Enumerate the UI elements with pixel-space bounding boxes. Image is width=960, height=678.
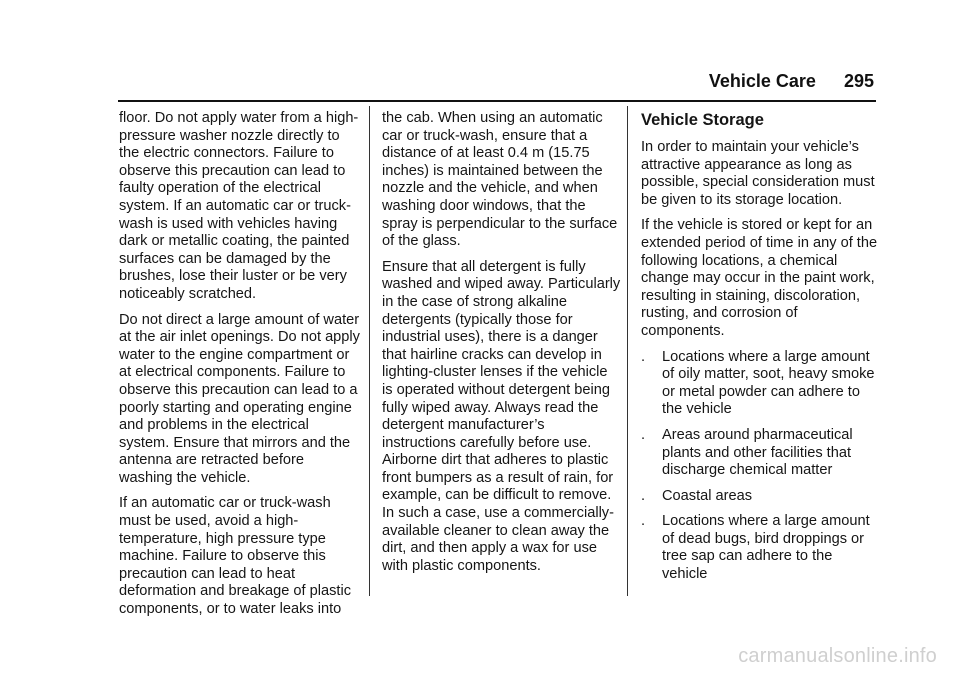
list-item <box>641 513 881 583</box>
bullet-marker: . <box>641 426 646 443</box>
paragraph: Do not direct a large amount of water at the air inlet openings. Do not apply water to the engine compartment or at electrical components. Failure to observe this precaution can lead to a poorly starting and operating engine and problems in the electrical system. Ensure that mirrors and the antenna are retracted before washing the vehicle. <box>119 311 360 486</box>
bullet-marker: . <box>641 487 646 504</box>
paragraph: If the vehicle is stored or kept for an extended period of time in any of the following locations, a chemical change may occur in the paint work, resulting in staining, discoloration, rusting, and corrosion of components. <box>641 217 878 339</box>
column-divider <box>369 106 370 596</box>
page-number: 295 <box>843 71 874 91</box>
text-column-1 <box>119 110 361 627</box>
list-item <box>641 488 881 506</box>
bullet-marker: . <box>641 348 646 365</box>
watermark: carmanualsonline.info <box>738 645 937 667</box>
page-header <box>709 71 874 92</box>
paragraph: In order to maintain your vehicle’s attractive appearance as long as possible, special consideration must be given to its storage location. <box>641 139 875 208</box>
section-title: Vehicle Storage <box>641 111 764 129</box>
paragraph: If an automatic car or truck-wash must be used, avoid a high-temperature, high pressure type machine. Failure to observe this precaution can lead to heat deformation and breakage of plastic components, or to water leaks into <box>119 495 352 618</box>
list-item <box>641 427 881 480</box>
paragraph: Ensure that all detergent is fully washed and wiped away. Particularly in the case of strong alkaline detergents (typically those for industrial uses), there is a danger that hairline cracks can develop in lighting-cluster lenses if the vehicle is operated without detergent being fully wiped away. Always read the detergent manufacturer’s instructions carefully before use. Airborne dirt that adheres to plastic front bumpers as a result of rain, for example, can be difficult to remove. In such a case, use a commercially-available cleaner to clean away the dirt, and then apply a wax for use with plastic components. <box>382 258 621 574</box>
header-rule <box>118 100 876 102</box>
storage-location-list <box>641 349 881 584</box>
list-item-text: Locations where a large amount of oily matter, soot, heavy smoke or metal powder can adhere to the vehicle <box>662 348 875 418</box>
list-item-text: Locations where a large amount of dead bugs, bird droppings or tree sap can adhere to the vehicle <box>662 513 870 583</box>
list-item-text: Areas around pharmaceutical plants and other facilities that discharge chemical matter <box>662 426 853 479</box>
paragraph: the cab. When using an automatic car or truck-wash, ensure that a distance of at least 0.4 m (15.75 inches) is maintained between the nozzle and the vehicle, and when washing door windows, that the spray is perpendicular to the surface of the glass. <box>382 110 618 250</box>
section-header-title: Vehicle Care <box>708 71 816 91</box>
text-column-3 <box>641 110 881 592</box>
column-divider <box>627 106 628 596</box>
list-item-text: Coastal areas <box>662 487 753 504</box>
list-item <box>641 349 881 419</box>
bullet-marker: . <box>641 513 646 530</box>
text-column-2 <box>382 110 622 583</box>
paragraph: floor. Do not apply water from a high-pressure washer nozzle directly to the electric connectors. Failure to observe this precaution can lead to faulty operation of the electrical system. If an automatic car or truck-wash is used with vehicles having dark or metallic coating, the painted surfaces can be damaged by the brushes, lose their luster or be very noticeably scratched. <box>119 110 359 302</box>
